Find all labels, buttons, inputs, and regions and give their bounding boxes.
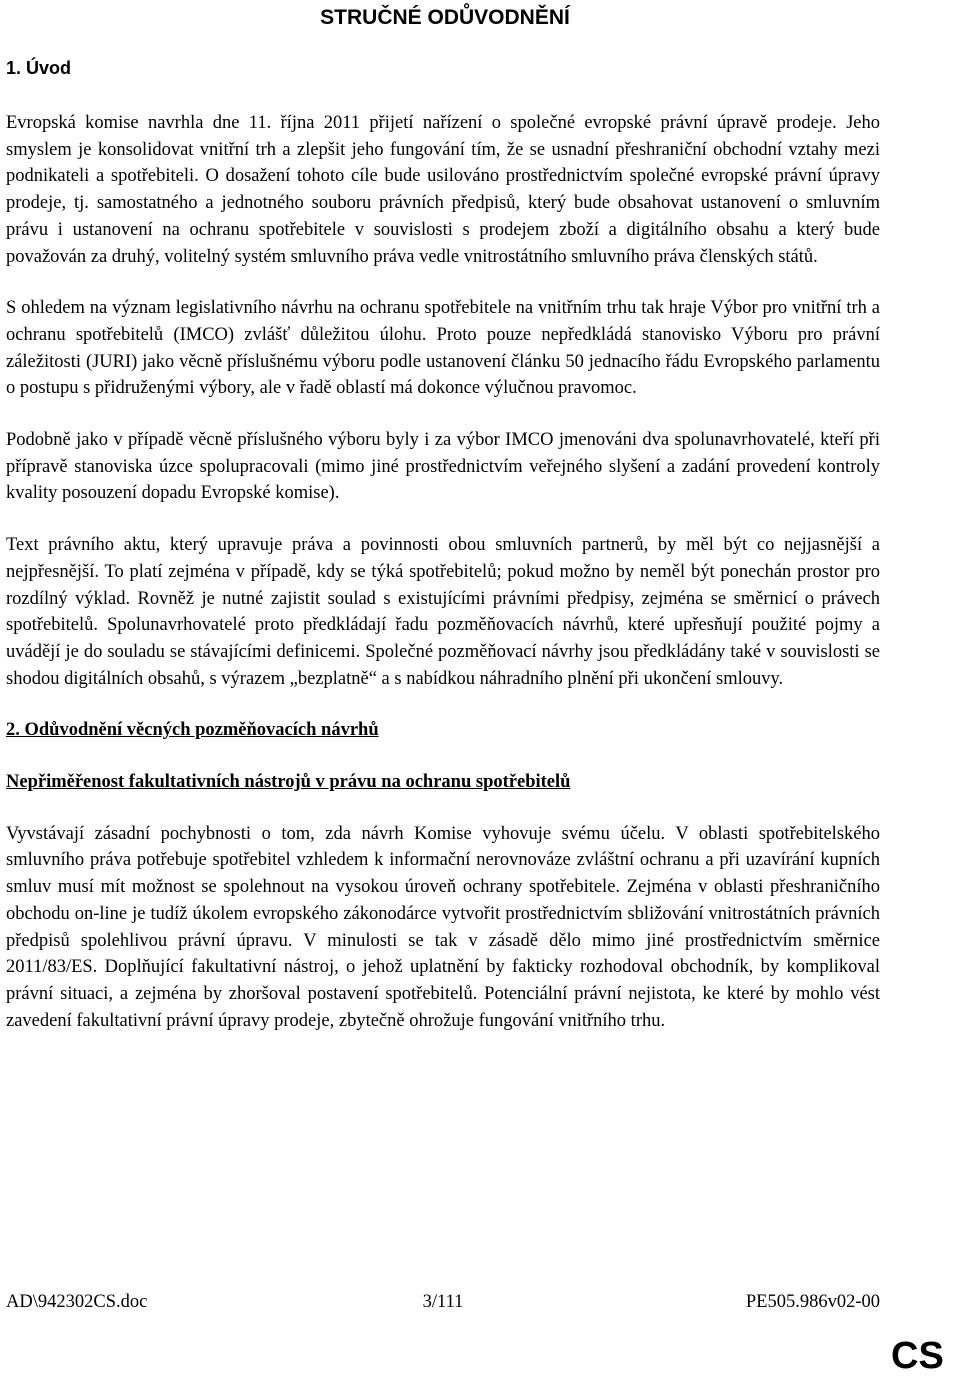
paragraph-justification: Vyvstávají zásadní pochybnosti o tom, zda návrh Komise vyhovuje svému účelu. V oblasti spotřebitelského smluvního práva potřebuje spotřebitel vzhledem k informační nerovnováze zvláštní ochranu a při uzavírání kupních smluv musí mít možnost se spolehnout na vysokou úroveň ochrany spotřebitele. Zejména v oblasti přeshraničního obchodu on-line je tudíž úkolem evropského zákonodárce vytvořit prostřednictvím sbližování vnitrostátních právních předpisů spolehlivou právní úpravu. V minulosti se tak v zásadě dělo mimo jiné prostřednictvím směrnice 2011/83/ES. Doplňující fakultativní nástroj, o jehož uplatnění by fakticky rozhodoval obchodník, by komplikoval právní situaci, a zejména by zhoršoval postavení spotřebitelů. Potenciální právní nejistota, ke které by mohlo vést zavedení fakultativní právní úpravy prodeje, zbytečně ohrožuje fungování vnitřního trhu.: [6, 823, 880, 1031]
section-heading-justification: 2. Odůvodnění věcných pozměňovacích návrhů: [6, 720, 379, 741]
paragraph-intro-1: Evropská komise navrhla dne 11. října 2011 přijetí nařízení o společné evropské právní úpravě prodeje. Jeho smyslem je konsolidovat vnitřní trh a zlepšit jeho fungování tím, že se usnadní přeshraniční obchodní vztahy mezi podnikateli a spotřebiteli. O dosažení tohoto cíle bude usilováno prostřednictvím společné evropské právní úpravy prodeje, tj. samostatného a jednotného souboru právních předpisů, který bude obsahovat ustanovení o smluvním právu i ustanovení na ochranu spotřebitele v souvislosti s prodejem zboží a digitálního obsahu a který bude považován za druhý, volitelný systém smluvního práva vedle vnitrostátního smluvního práva členských států.: [6, 113, 880, 267]
paragraph-intro-4: Text právního aktu, který upravuje práva a povinnosti obou smluvních partnerů, by měl být co nejjasnější a nejpřesnější. To platí zejména v případě, kdy se týká spotřebitelů; pokud možno by neměl být ponechán prostor pro rozdílný výklad. Rovněž je nutné zajistit soulad s existujícími právními předpisy, zejména se směrnicí o právech spotřebitelů. Spolunavrhovatelé proto předkládají řadu pozměňovacích návrhů, které upřesňují použité pojmy a uvádějí je do souladu se stávajícími definicemi. Společné pozměňovací návrhy jsou předkládány také v souvislosti se shodou digitálních obsahů, s výrazem „bezplatně“ a s nabídkou náhradního plnění při ukončení smlouvy.: [6, 535, 880, 689]
paragraph-intro-3: Podobně jako v případě věcně příslušného výboru byly i za výbor IMCO jmenováni dva spolunavrhovatelé, kteří při přípravě stanoviska úzce spolupracovali (mimo jiné prostřednictvím veřejného slyšení a zadání provedení kontroly kvality posouzení dopadu Evropské komise).: [6, 430, 880, 504]
page-title: STRUČNÉ ODŮVODNĚNÍ: [320, 6, 570, 29]
document-body: [6, 110, 880, 1059]
section-heading-intro: 1. Úvod: [6, 58, 72, 78]
language-code: CS: [891, 1335, 944, 1377]
paragraph-intro-2: S ohledem na význam legislativního návrhu na ochranu spotřebitele na vnitřním trhu tak hraje Výbor pro vnitřní trh a ochranu spotřebitelů (IMCO) zvlášť důležitou úlohu. Proto pouze nepředkládá stanovisko Výboru pro právní záležitosti (JURI) jako věcně příslušnému výboru podle ustanovení článku 50 jednacího řádu Evropského parlamentu o postupu s přidruženými výbory, ale v řadě oblastí má dokonce výlučnou pravomoc.: [6, 298, 880, 399]
subsection-heading: Nepřiměřenost fakultativních nástrojů v právu na ochranu spotřebitelů: [6, 772, 571, 793]
footer-page-number: 3/111: [422, 1292, 464, 1312]
footer-doc-ref: AD\942302CS.doc: [6, 1292, 148, 1312]
footer-version: PE505.986v02-00: [745, 1292, 880, 1312]
